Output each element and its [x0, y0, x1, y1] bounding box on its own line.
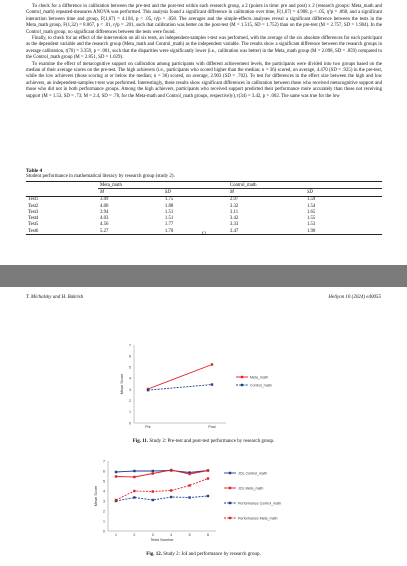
y-tick-label: 2: [129, 399, 131, 404]
figure-11-label: Fig. 11.: [132, 439, 149, 444]
data-point: [152, 499, 154, 501]
data-point: [133, 476, 135, 478]
y-axis-label: Mean Score: [120, 373, 124, 395]
page-number: 12: [201, 232, 206, 237]
figure-12-chart: [84, 457, 334, 549]
group-header-meta: Meta_math: [98, 182, 228, 189]
figure-11-caption-text: Study 2: Pre-test and post-test performance by research group.: [149, 439, 275, 444]
col-header-sd: SD: [306, 189, 313, 195]
legend-label: Control_math: [250, 383, 272, 388]
data-point: [152, 490, 154, 492]
table-cell: 3.94: [100, 209, 109, 215]
row-label: Test6: [28, 228, 39, 234]
data-point: [188, 496, 190, 498]
data-point: [133, 490, 135, 492]
table-caption: Student performance in mathematical literacy by research group (study 2).: [26, 174, 175, 179]
legend-label: Meta_math: [250, 375, 268, 380]
x-tick-label: Pre: [145, 425, 151, 429]
col-header-sd: SD: [164, 189, 171, 195]
data-point: [115, 499, 117, 501]
col-header-m: M: [100, 189, 104, 195]
table-cell: 5.27: [100, 228, 109, 234]
x-tick-label: 4: [170, 533, 173, 537]
y-tick-label: 7: [103, 459, 105, 464]
x-tick-label: 5: [188, 533, 191, 537]
legend-marker: [229, 502, 231, 504]
y-tick-label: 5: [103, 479, 105, 484]
x-tick-label: 2: [133, 533, 136, 537]
y-tick-label: 1: [129, 410, 131, 415]
col-header-m: M: [229, 189, 234, 195]
y-tick-label: 5: [129, 365, 131, 370]
x-axis-label: Tests Number: [150, 538, 174, 542]
table-cell: 1.51: [164, 216, 174, 222]
y-tick-label: 3: [129, 387, 131, 392]
paper-page-top: [0, 0, 407, 265]
table-cell: 1.55: [306, 216, 316, 222]
table-cell: 3.32: [229, 203, 239, 209]
body-text-top: [26, 4, 382, 100]
data-point: [115, 471, 117, 473]
data-point: [211, 383, 213, 385]
table-cell: 3.42: [229, 216, 239, 222]
series-line: [116, 496, 208, 501]
y-tick-label: 0: [129, 421, 131, 426]
data-point: [211, 363, 213, 365]
table-corner: [26, 182, 98, 189]
data-point: [207, 469, 209, 471]
table-cell: 1.53: [306, 222, 316, 228]
data-table: [26, 181, 382, 235]
table-cell: 1.75: [164, 197, 174, 203]
data-point: [188, 473, 190, 475]
y-tick-label: 3: [103, 499, 105, 504]
data-point: [147, 389, 149, 391]
legend-label: JOL Control_math: [238, 471, 268, 476]
legend-marker: [241, 384, 243, 386]
legend-marker: [229, 517, 231, 519]
page-separator: [0, 265, 407, 287]
data-point: [115, 475, 117, 477]
y-tick-label: 0: [103, 529, 105, 534]
table-row: [26, 196, 382, 203]
x-tick-label: 3: [151, 533, 154, 537]
paragraph-1: To check for a difference in calibration between the pre-test and the post-test within each research group, a 2 (points in time: pre and post) x 2 (research groups: Meta_math and Control_math) repeated-measures ANOVA was performed. This analysis found a significant difference in calibration over time, F(1,67) = 4.908, p < .05, η²p = .068, and a significant interaction between time and group, F(1,67) = 4.104, p < .05, η²p = .058. The averages and the simple-effects analyses reveal a significant difference between the tests in the Meta_math group, F(1,32) = 8.067, p < .01, η²p = .201, such that calibration was better on the post-test (M = 1.515, SD = 1.752) than on the pre-test (M = 2.757, SD = 1.904). In the Control_math group, no significant differences between the tests were found.: [26, 4, 382, 35]
data-point: [207, 477, 209, 479]
table-label: Table 4: [26, 168, 43, 174]
legend-label: Performance Meta_math: [238, 516, 278, 521]
y-tick-label: 4: [103, 489, 105, 494]
data-point: [170, 489, 172, 491]
figure-12-label: Fig. 12.: [146, 552, 162, 557]
y-tick-label: 6: [129, 354, 131, 359]
y-tick-label: 1: [103, 519, 105, 524]
table-cell: 1.70: [164, 228, 174, 234]
table-cell: 4.03: [100, 216, 109, 222]
table-cell: 1.59: [306, 197, 316, 203]
data-point: [152, 472, 154, 474]
group-header-control: Control_math: [228, 182, 382, 189]
figure-12-caption-text: Study 2: JoI and performance by research group.: [163, 552, 261, 557]
data-point: [207, 495, 209, 497]
running-header-authors: T. Michalsky and H. Bakrish: [26, 295, 84, 300]
row-label: Test4: [28, 216, 39, 222]
y-tick-label: 6: [103, 469, 105, 474]
legend-label: JOL Meta_math: [238, 486, 264, 491]
y-tick-label: 4: [129, 376, 131, 381]
table-cell: 1.88: [164, 203, 174, 209]
paragraph-3: To examine the effect of metacognitive support on calibration among participants with different achievement levels, the participants were divided into two groups based on the median of their average scores on the pre-test. The high achievers (i.e., participants who scored higher than the median; n = 36) scored, on average, 4.470 (SD = .925) in the pre-test, while the low achievers (those scoring at or below the median; n = 36) scored, on average, 2.903 (SD = .702). To test for differences in the effect size between the high and low achievers, an independent-samples t-test was performed. Interestingly, these results show significant differences in calibration between those who received metacognitive support and those who did not in both performance groups. Among the high achievers, participants who received support predicted their performance more accurately than those not receiving support (M = 1.53, SD = .73; M = 2.4, SD = .78, for the Meta-math and Control_math groups, respectively), t(34) = 3.42, p = .002. The same was true for the low: [26, 61, 382, 99]
x-tick-label: Post: [208, 425, 216, 429]
data-point: [133, 496, 135, 498]
y-tick-label: 7: [129, 343, 131, 348]
figure-12-caption: [0, 552, 407, 557]
row-label: Test3: [28, 209, 39, 215]
row-label: Test5: [28, 222, 39, 228]
legend-marker: [229, 472, 231, 474]
row-label: Test1: [28, 197, 39, 203]
series-line: [116, 479, 208, 501]
legend-label: Performance Control_math: [238, 501, 282, 506]
legend-marker: [241, 376, 243, 378]
y-tick-label: 2: [103, 509, 105, 514]
table-cell: 3.47: [229, 228, 239, 234]
data-point: [133, 470, 135, 472]
data-point: [188, 484, 190, 486]
table-cell: 2.97: [229, 197, 239, 203]
data-point: [152, 470, 154, 472]
row-label: Test2: [28, 203, 39, 209]
data-point: [170, 496, 172, 498]
table-cell: 3.09: [100, 197, 109, 203]
x-tick-label: 6: [207, 533, 209, 537]
table-cell: 4.56: [100, 222, 109, 228]
figure-11-caption: [0, 439, 407, 444]
running-header-journal: Heliyon 10 (2024) e40055: [328, 295, 381, 300]
figure-11-chart: [110, 339, 300, 433]
table-cell: 4.00: [100, 203, 109, 209]
table-cell: 1.77: [164, 222, 174, 228]
table-cell: 1.65: [306, 209, 316, 215]
table-cell: 3.33: [229, 222, 239, 228]
table-cell: 3.11: [229, 209, 239, 215]
x-tick-label: 1: [115, 533, 117, 537]
data-point: [170, 469, 172, 471]
table-cell: 1.90: [306, 228, 316, 234]
paragraph-2: Finally, to check for an effect of the intervention on all six tests, an independent-samples t-test was performed, with the average of the six absolute differences for each participant as the dependent variable and the research group (Meta_math and Control_math) as the independent variable. The results show a significant difference between the research groups in average calibration, t(70) = 3.359, p = .001, such that the disparities were significantly lower (i.e., calibration was better) in the Meta_math group (M = 2.098, SD = .859) compared to the Control_math group (M = 2.851, SD = 1.029).: [26, 36, 382, 61]
paper-page-bottom: [0, 287, 407, 566]
table-cell: 1.51: [164, 209, 174, 215]
table-4: [26, 168, 382, 235]
y-axis-label: Mean Score: [94, 485, 98, 507]
legend-marker: [229, 487, 231, 489]
table-cell: 1.54: [306, 203, 316, 209]
